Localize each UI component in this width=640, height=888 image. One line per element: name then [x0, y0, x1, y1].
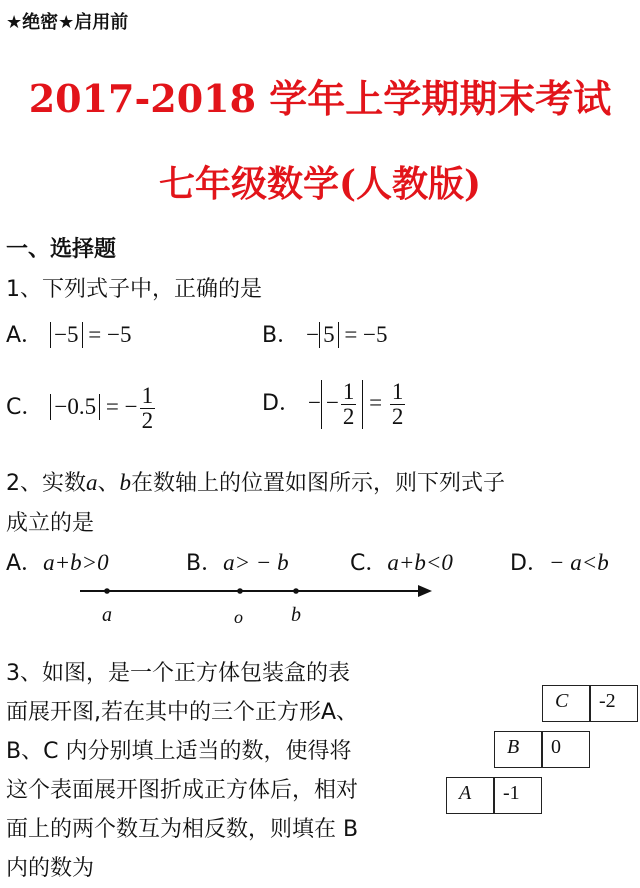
label-origin: o — [234, 607, 243, 627]
point-b — [293, 588, 299, 594]
q3-stem: 3、如图，是一个正方体包装盒的表 面展开图,若在其中的三个正方形A、 B、C 内分别填上适当的数，使得将 这个表面展开图折成正方体后，相对 面上的两个数互为相反数，则填在 B 内的数为 — [6, 661, 359, 881]
q1-option-c: C． −0.5 = − $\frac{1}{2}$ — [6, 383, 154, 434]
q2-option-d: D．− a<b — [510, 550, 609, 576]
net-cell-a: A — [446, 777, 494, 814]
net-cell-c: C — [542, 685, 590, 722]
secret-mark: ★绝密★启用前 — [6, 12, 129, 33]
label-b: b — [291, 604, 301, 626]
q2-option-c: C．a+b<0 — [350, 550, 453, 576]
net-cell-neg1: -1 — [494, 777, 542, 814]
net-cell-b: B — [494, 731, 542, 768]
q2-stem-line2: 成立的是 — [6, 511, 95, 536]
q2-option-a: A．a+b>0 — [6, 550, 109, 576]
q1-option-d: D． − − $\frac{1}{2}$ = $\frac{1}{2}$ — [262, 379, 404, 430]
q2-stem: 2、实数a、b在数轴上的位置如图所示，则下列式子 — [6, 470, 506, 496]
number-line-arrow — [418, 585, 432, 597]
net-cell-zero: 0 — [542, 731, 590, 768]
point-a — [104, 588, 110, 594]
section-title: 一、选择题 — [6, 237, 117, 262]
net-cell-neg2: -2 — [590, 685, 638, 722]
q1-option-a: A． −5 = −5 — [6, 322, 132, 348]
exam-subtitle: 七年级数学(人教版) — [158, 163, 482, 205]
q2-option-b: B．a> − b — [186, 550, 289, 576]
number-line-figure — [70, 575, 450, 635]
point-origin — [237, 588, 243, 594]
label-a: a — [102, 604, 112, 626]
exam-title: 2017-2018 学年上学期期末考试 — [28, 76, 612, 121]
q1-stem: 1、下列式子中，正确的是 — [6, 277, 262, 302]
q1-option-b: B． − 5 = −5 — [262, 322, 388, 348]
